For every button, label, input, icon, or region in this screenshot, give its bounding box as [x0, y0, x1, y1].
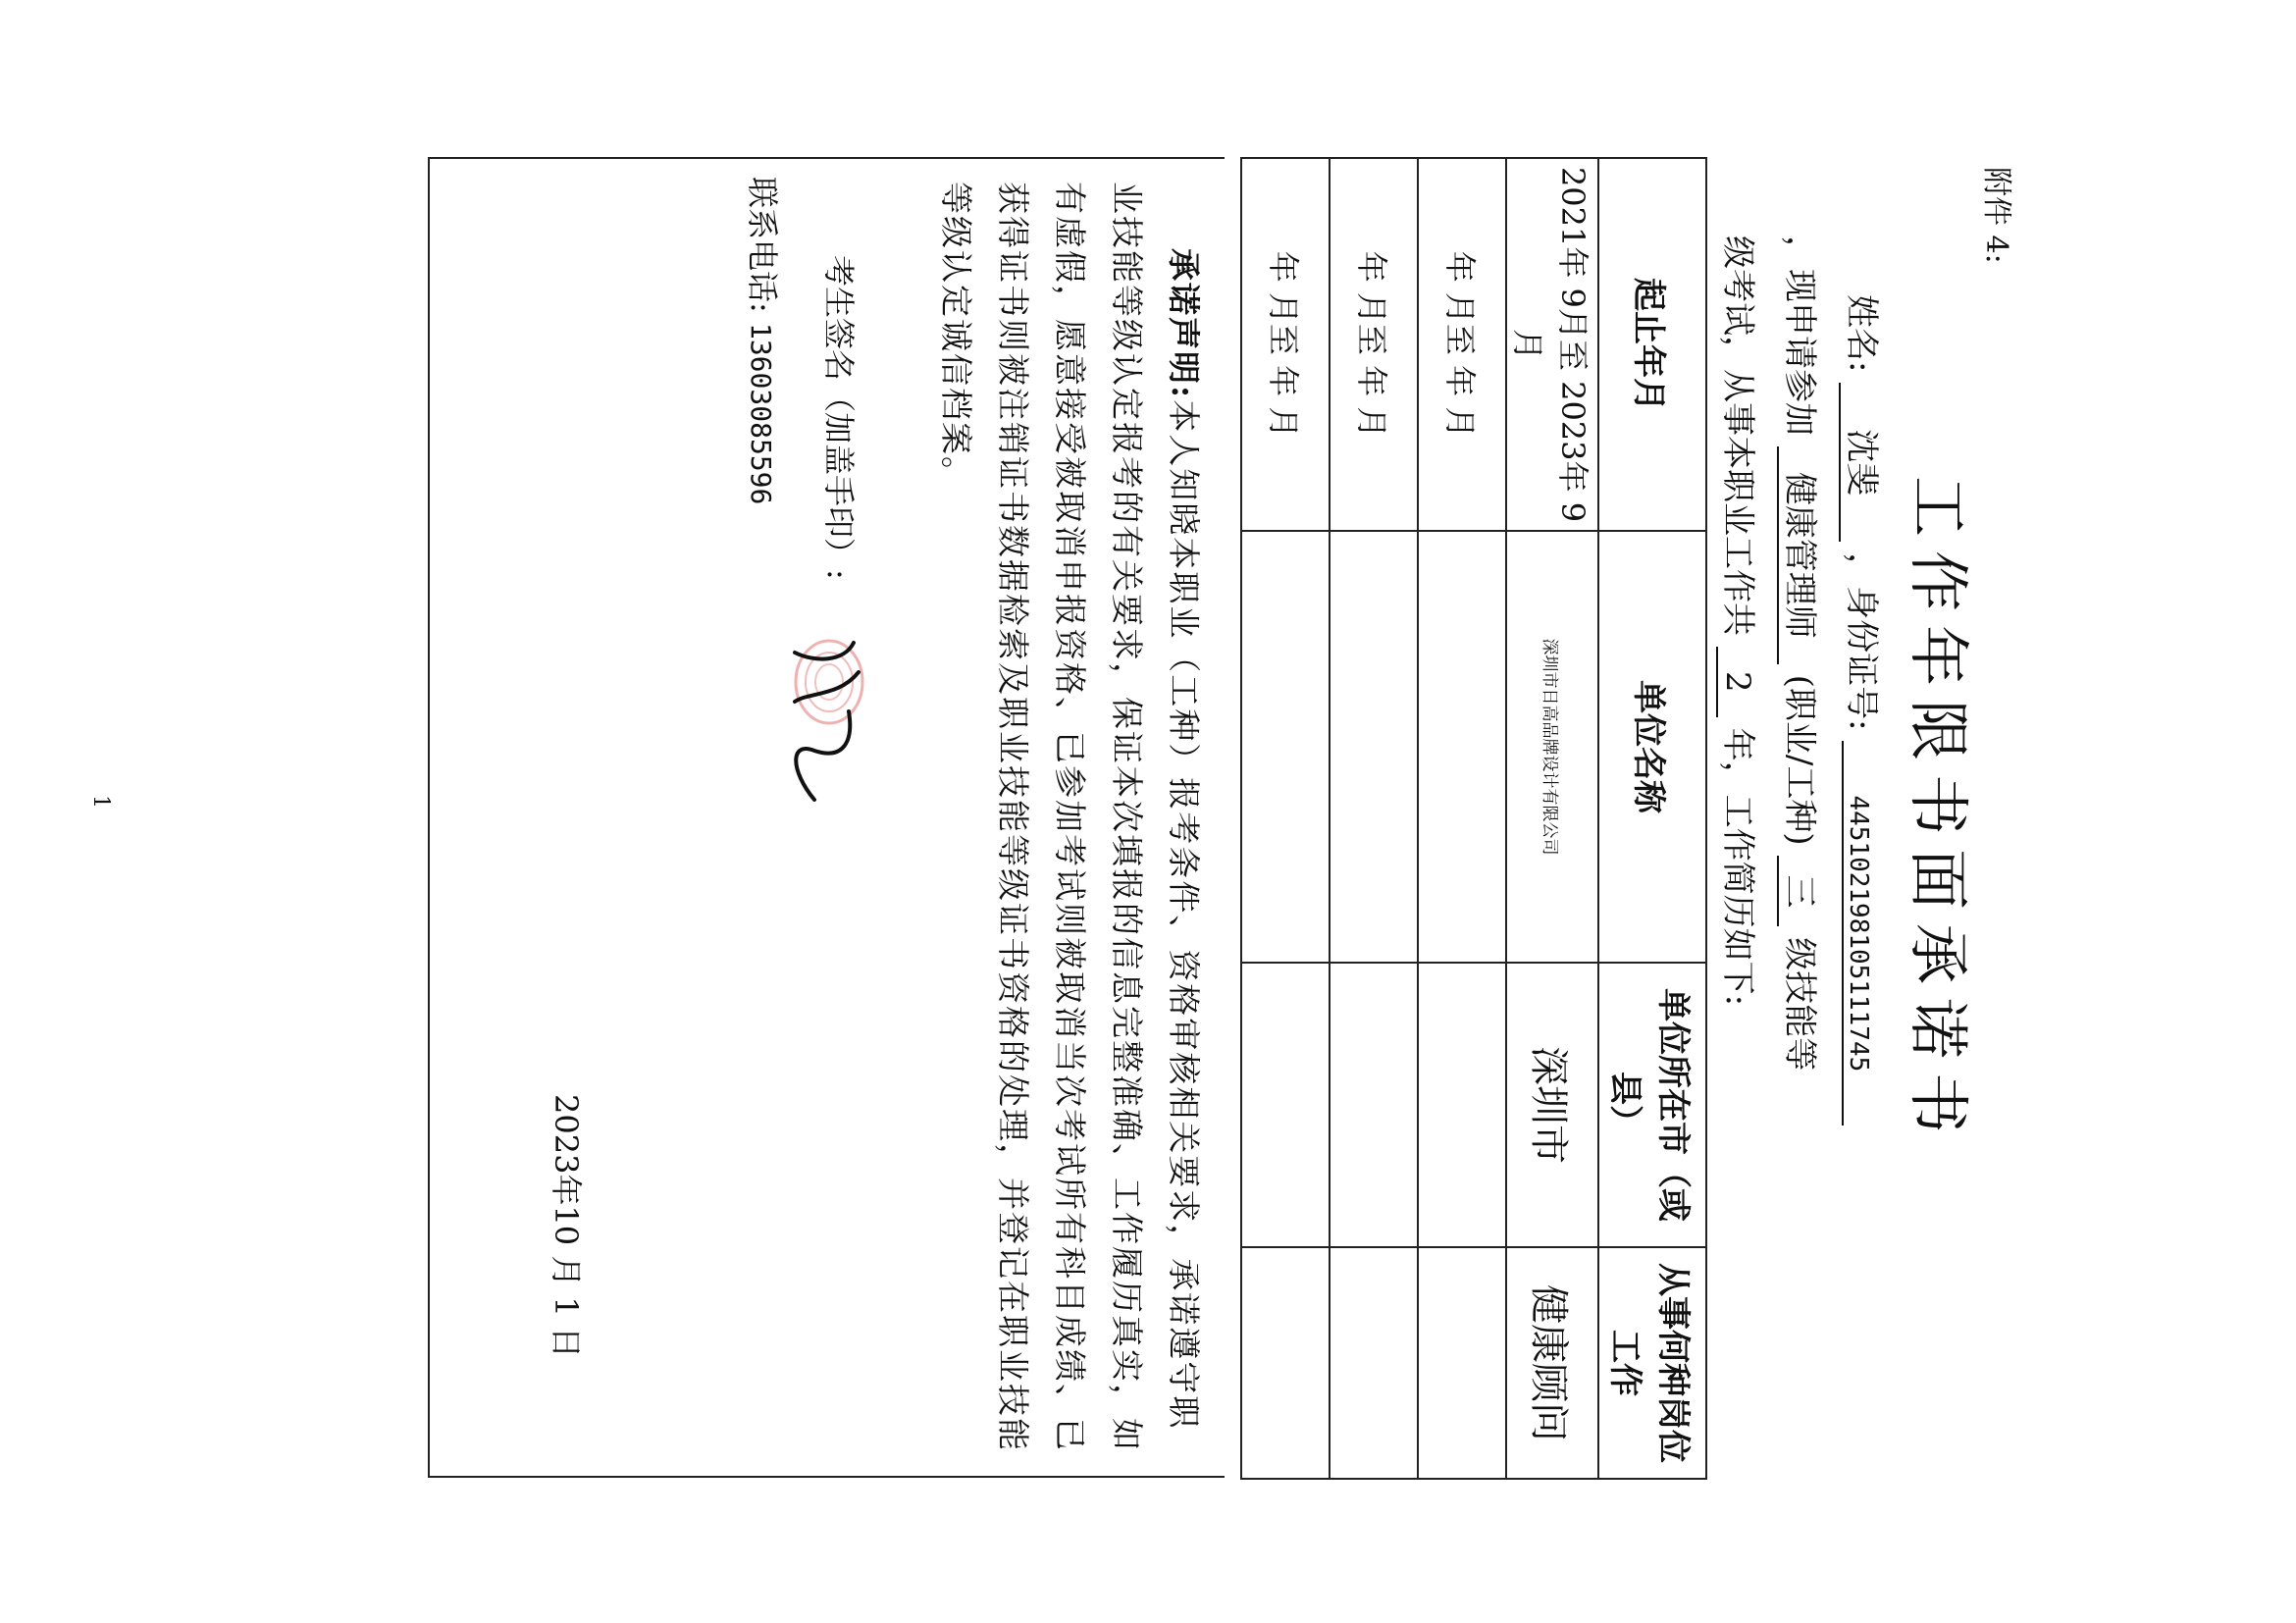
phone-label: 联系电话: — [744, 177, 781, 313]
header-post: 从事何种岗位工作 — [1598, 1247, 1706, 1479]
cell-period: 年 月至 年 月 — [1241, 158, 1330, 531]
cell-company — [1418, 531, 1506, 963]
cell-post — [1418, 1247, 1506, 1479]
cell-period: 年 月至 年 月 — [1418, 158, 1506, 531]
table-header-row — [1598, 158, 1706, 1479]
phone-value: 13603085596 — [745, 322, 777, 505]
name-value: 沈斐 — [1839, 383, 1889, 542]
cell-period: 2021年 9月至 2023年 9月 — [1506, 158, 1598, 531]
cell-city — [1330, 963, 1418, 1247]
occupation-suffix: (职业/工种) — [1780, 674, 1819, 846]
id-label: ，身份证号: — [1842, 552, 1881, 731]
cell-city — [1241, 963, 1330, 1247]
occupation-value: 健康管理师 — [1777, 446, 1827, 664]
statement-label: 承诺声明: — [1165, 248, 1203, 400]
cell-post — [1330, 1247, 1418, 1479]
table-row — [1330, 158, 1418, 1479]
name-label: 姓名: — [1842, 294, 1881, 373]
document-title: 工作年限书面承诺书 — [1903, 475, 1974, 1147]
years-prefix: 级考试，从事本职业工作共 — [1718, 236, 1757, 636]
handwritten-signature — [771, 603, 883, 819]
header-city: 单位所在市（或县） — [1598, 963, 1706, 1247]
cell-post — [1241, 1247, 1330, 1479]
years-suffix: 年，工作简历如下: — [1718, 727, 1757, 1007]
phone-line — [742, 177, 787, 504]
intro-line-2 — [1777, 236, 1827, 1071]
statement-text: 本人知晓本职业（工种）报考条件、资格审核相关要求，承诺遵守职业技能等级认定报考的有关要求，保证本次填报的信息完整准确、工作履历真实，如有虚假，愿意接受被取消申报资格、已参加考试则被取消当次考试所有科目成绩、已获得证书则被注销证书数据检索及职业技能等级证书资格的处理，并登记在职业技能等级认定诚信档案。 — [937, 182, 1203, 1452]
statement-paragraph — [927, 182, 1212, 1457]
signature-fingerprint-icon — [775, 603, 883, 819]
signature-line — [818, 255, 863, 580]
years-value: 2 — [1716, 647, 1757, 717]
table-row — [1241, 158, 1330, 1479]
header-company: 单位名称 — [1598, 531, 1706, 963]
work-history-table — [1240, 157, 1707, 1480]
id-value: 445102198105111745 — [1842, 741, 1873, 1126]
signature-label: 考生签名（加盖手印）: — [820, 255, 858, 580]
cell-period: 年 月至 年 月 — [1330, 158, 1418, 531]
intro-line-3 — [1716, 236, 1765, 1006]
apply-prefix: ，现申请参加 — [1780, 236, 1819, 436]
cell-post: 健康顾问 — [1506, 1247, 1598, 1479]
cell-company — [1330, 531, 1418, 963]
sign-date: 2023年10 月 1 日 — [548, 1094, 585, 1359]
cell-city: 深圳市 — [1506, 963, 1598, 1247]
cell-city — [1418, 963, 1506, 1247]
page-number: 1 — [88, 795, 113, 809]
cell-company: 深圳市日高品牌设计有限公司 — [1506, 531, 1598, 963]
table-row — [1418, 158, 1506, 1479]
cell-company — [1241, 531, 1330, 963]
level-suffix: 级技能等 — [1780, 937, 1819, 1072]
level-value: 三 — [1777, 856, 1827, 926]
header-period: 起止年月 — [1598, 158, 1706, 531]
attachment-label: 附件 4: — [1979, 167, 2013, 264]
intro-line-1 — [1839, 294, 1889, 1126]
table-row — [1506, 158, 1598, 1479]
